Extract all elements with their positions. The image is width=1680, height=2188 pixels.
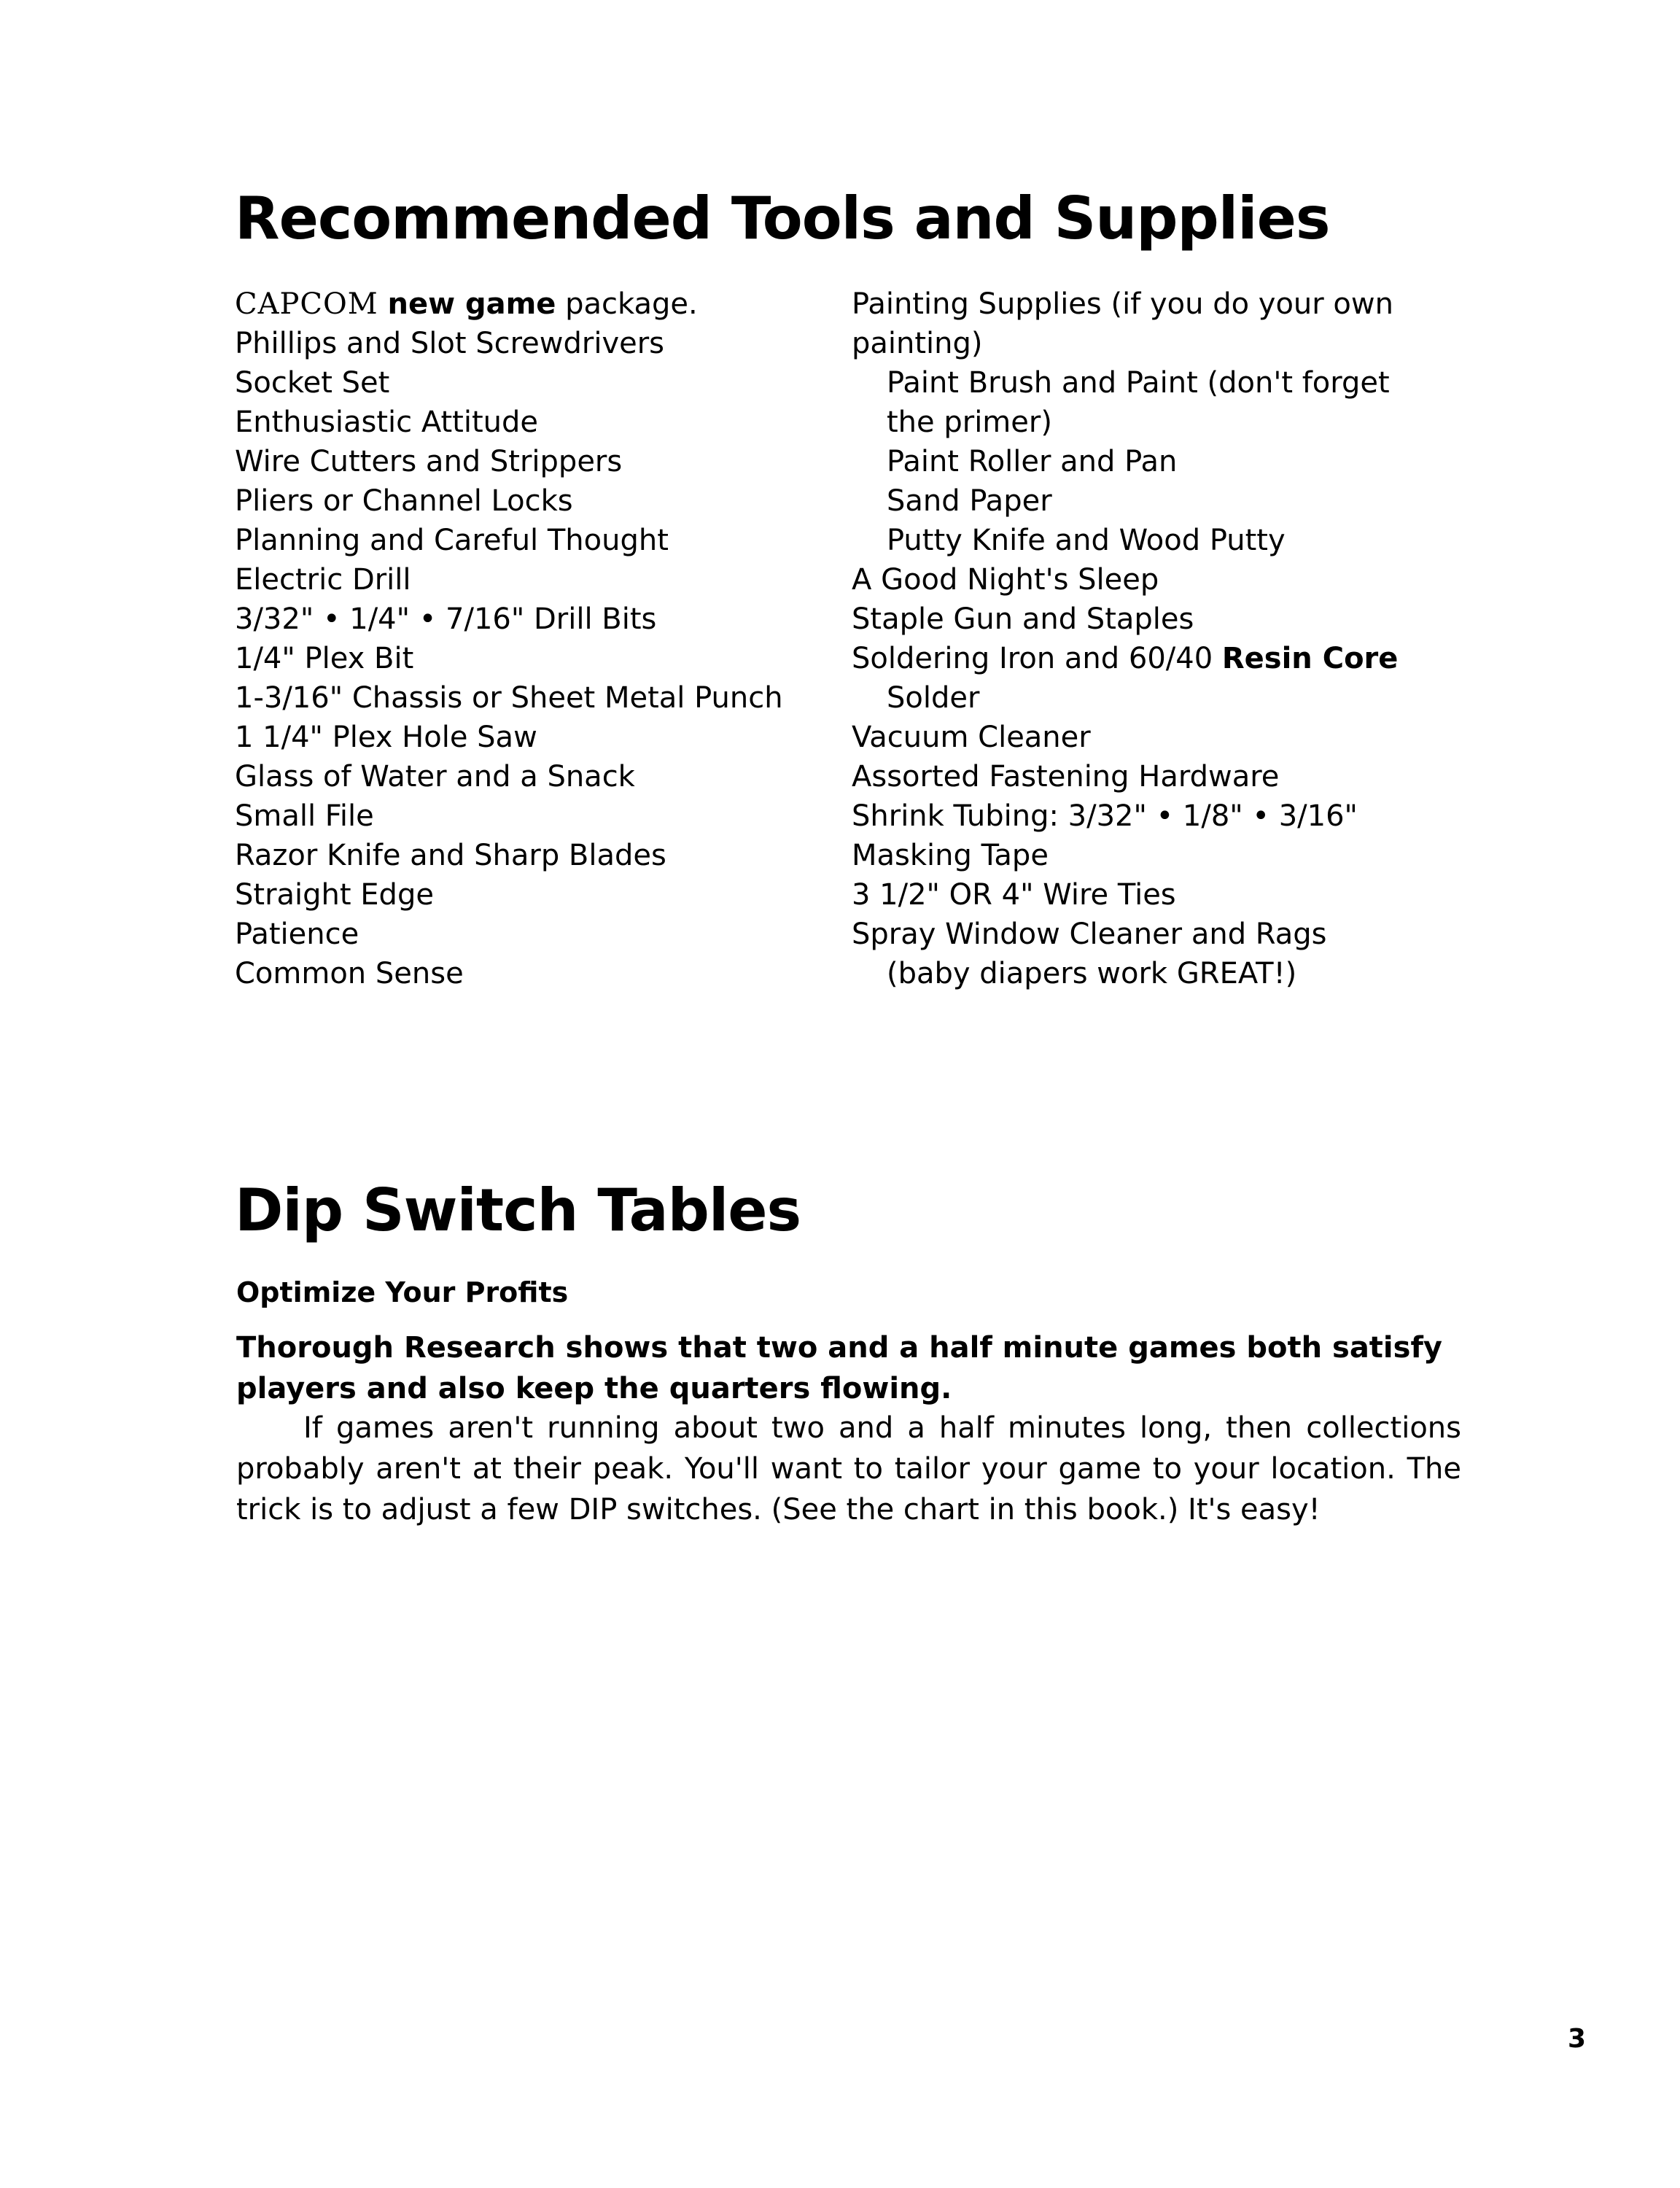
list-item: A Good Night's Sleep bbox=[852, 563, 1159, 597]
list-item: 1-3/16" Chassis or Sheet Metal Punch bbox=[235, 681, 783, 715]
section-title-dip-switch: Dip Switch Tables bbox=[235, 1176, 801, 1244]
list-item: Paint Brush and Paint (don't forget bbox=[887, 366, 1390, 400]
section-title-tools: Recommended Tools and Supplies bbox=[235, 185, 1330, 252]
list-item: Painting Supplies (if you do your own bbox=[852, 287, 1393, 321]
list-item: Staple Gun and Staples bbox=[852, 602, 1194, 636]
tools-list-left bbox=[235, 284, 818, 993]
list-item: Glass of Water and a Snack bbox=[235, 760, 635, 794]
list-item: 3 1/2" OR 4" Wire Ties bbox=[852, 878, 1176, 912]
resin-core-text: Resin Core bbox=[1221, 642, 1399, 675]
list-item: Putty Knife and Wood Putty bbox=[887, 524, 1286, 557]
body-paragraph bbox=[236, 1408, 1461, 1530]
list-item: 1 1/4" Plex Hole Saw bbox=[235, 721, 537, 754]
list-item: 1/4" Plex Bit bbox=[235, 642, 414, 675]
list-item: Patience bbox=[235, 918, 359, 951]
list-item: painting) bbox=[852, 327, 983, 360]
list-item: Phillips and Slot Screwdrivers bbox=[235, 327, 665, 360]
list-item: Electric Drill bbox=[235, 563, 411, 597]
section-subtitle: Optimize Your Profits bbox=[236, 1276, 569, 1308]
list-item: Sand Paper bbox=[887, 484, 1052, 518]
list-item: Small File bbox=[235, 799, 374, 833]
list-item: Paint Roller and Pan bbox=[887, 445, 1178, 478]
list-item: Pliers or Channel Locks bbox=[235, 484, 573, 518]
package-text: package. bbox=[565, 287, 698, 321]
lead-paragraph: Thorough Research shows that two and a half minute games both satisfy players and also keep the quarters flowing. bbox=[236, 1331, 1442, 1405]
new-game-text: new game bbox=[387, 287, 556, 321]
list-item: Enthusiastic Attitude bbox=[235, 406, 538, 439]
list-item: Assorted Fastening Hardware bbox=[852, 760, 1280, 794]
list-item bbox=[235, 284, 818, 324]
list-item: (baby diapers work GREAT!) bbox=[887, 957, 1297, 990]
tools-list-right bbox=[852, 284, 1450, 993]
list-item: Common Sense bbox=[235, 957, 464, 990]
list-item: 3/32" • 1/4" • 7/16" Drill Bits bbox=[235, 602, 657, 636]
list-item: Socket Set bbox=[235, 366, 390, 400]
page-number: 3 bbox=[1568, 2024, 1587, 2054]
soldering-text: Soldering Iron and 60/40 bbox=[852, 642, 1213, 675]
list-item: Straight Edge bbox=[235, 878, 434, 912]
list-item: Shrink Tubing: 3/32" • 1/8" • 3/16" bbox=[852, 799, 1358, 833]
list-item: Spray Window Cleaner and Rags bbox=[852, 918, 1327, 951]
list-item bbox=[852, 639, 1450, 678]
list-item: Razor Knife and Sharp Blades bbox=[235, 839, 666, 872]
list-item: Wire Cutters and Strippers bbox=[235, 445, 623, 478]
list-item: Vacuum Cleaner bbox=[852, 721, 1091, 754]
list-item: Planning and Careful Thought bbox=[235, 524, 669, 557]
capcom-brand: CAPCOM bbox=[235, 287, 378, 321]
list-item: the primer) bbox=[887, 406, 1052, 439]
list-item: Masking Tape bbox=[852, 839, 1049, 872]
body-text: If games aren't running about two and a half minutes long, then collections probably aren't at their peak. You'll want to tailor your game to your location. The trick is to adjust a few DIP switches. (See the chart in this book.) It's easy! bbox=[236, 1411, 1461, 1526]
list-item: Solder bbox=[887, 681, 980, 715]
